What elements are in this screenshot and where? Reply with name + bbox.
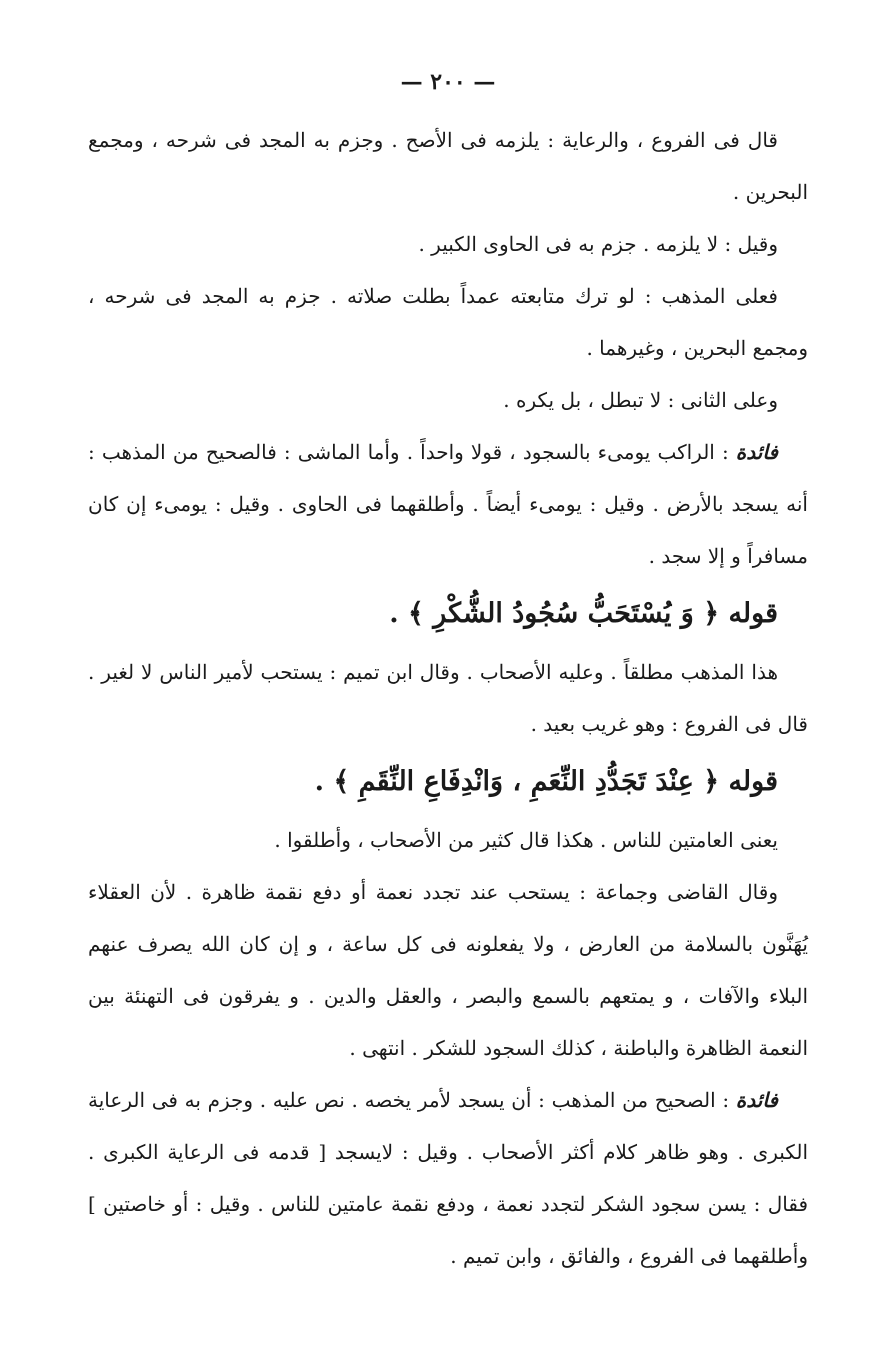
faida-text: : الصحيح من المذهب : أن يسجد لأمر يخصه . نص عليه . وجزم به فى الرعاية الكبرى . وهو ظاهر كلام أكثر الأصحاب . وقيل : لايسجد [ قدمه فى الرعاية الكبرى . فقال : يسن سجود الشكر لتجدد نعمة ، ودفع نقمة عامتين للناس . وقيل : أو خاصتين ] وأطلقهما فى الفروع ، والفائق ، وابن تميم .: [88, 1088, 808, 1268]
paragraph: وعلى الثانى : لا تبطل ، بل يكره .: [503, 388, 778, 412]
paragraph: فعلى المذهب : لو ترك متابعته عمداً بطلت صلاته . جزم به المجد فى شرحه ، ومجمع البحرين ، وغيرهما .: [88, 284, 808, 360]
faida-paragraph: [88, 1074, 808, 1282]
heading-label: قوله: [728, 766, 778, 797]
faida-label: فائدة: [735, 440, 778, 464]
faida-label: فائدة: [735, 1088, 778, 1112]
section-heading: [88, 582, 808, 646]
faida-text: : الراكب يومىء بالسجود ، قولا واحداً . وأما الماشى : فالصحيح من المذهب : أنه يسجد بالأرض . وقيل : يومىء أيضاً . وأطلقهما فى الحاوى . وقيل : يومىء إن كان مسافراً و إلا سجد .: [88, 440, 808, 568]
paragraph: وقيل : لا يلزمه . جزم به فى الحاوى الكبير .: [418, 232, 778, 256]
faida-paragraph: [88, 426, 808, 582]
page-number: — ٢٠٠ —: [400, 69, 496, 95]
heading-label: قوله: [728, 598, 778, 629]
book-page: [88, 60, 808, 1282]
paragraph: هذا المذهب مطلقاً . وعليه الأصحاب . وقال ابن تميم : يستحب لأمير الناس لا لغير . قال فى الفروع : وهو غريب بعيد .: [88, 660, 808, 736]
heading-text: ﴿ عِنْدَ تَجَدُّدِ النِّعَمِ ، وَانْدِفَاعِ النِّقَمِ ﴾ .: [314, 766, 729, 797]
paragraph: وقال القاضى وجماعة : يستحب عند تجدد نعمة أو دفع نقمة ظاهرة . لأن العقلاء يُهَنَّون بالسلامة من العارض ، ولا يفعلونه فى كل ساعة ، و إن كان الله يصرف عنهم البلاء والآفات ، و يمتعهم بالسمع والبصر ، والعقل والدين . و يفرقون فى التهنئة بين النعمة الظاهرة والباطنة ، كذلك السجود للشكر . انتهى .: [88, 880, 808, 1060]
paragraph: يعنى العامتين للناس . هكذا قال كثير من الأصحاب ، وأطلقوا .: [274, 828, 778, 852]
paragraph: قال فى الفروع ، والرعاية : يلزمه فى الأصح . وجزم به المجد فى شرحه ، ومجمع البحرين .: [88, 128, 808, 204]
heading-text: ﴿ وَ يُسْتَحَبُّ سُجُودُ الشُّكْرِ ﴾ .: [389, 598, 729, 629]
section-heading: [88, 750, 808, 814]
